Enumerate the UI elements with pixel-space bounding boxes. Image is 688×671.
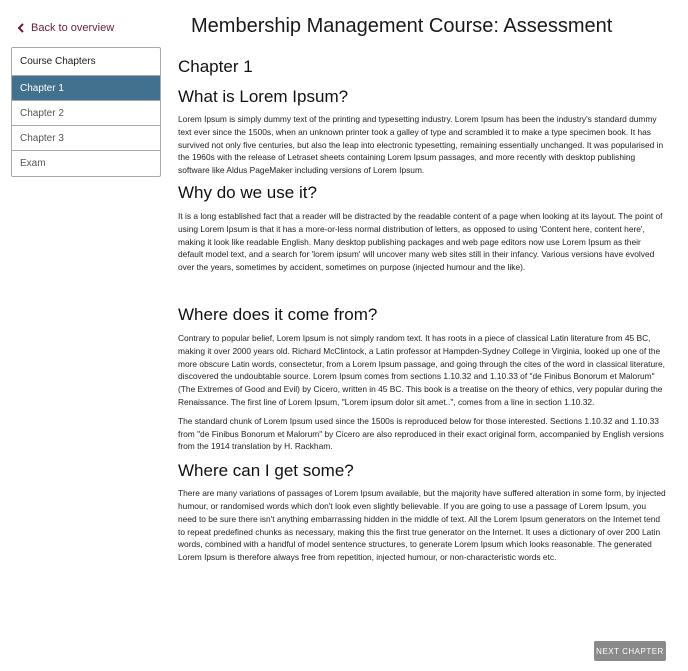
section-paragraph-what: Lorem Ipsum is simply dummy text of the printing and typesetting industry. Lorem Ipsum has been the industry's standard dummy text ever since the 1500s, when an unknown printer took a galley of type and scrambled it to make a type specimen book. It has survived not only five centuries, but also the leap into electronic typesetting, remaining essentially unchanged. It was popularised in the 1960s with the release of Letraset sheets containing Lorem Ipsum passages, and more recently with desktop publishing software like Aldus PageMaker including versions of Lorem Ipsum. (178, 114, 664, 176)
section-paragraph-why: It is a long established fact that a reader will be distracted by the readable content of a page when looking at its layout. The point of using Lorem Ipsum is that it has a more-or-less normal distribution of letters, as opposed to using 'Content here, content here', making it look like readable English. Many desktop publishing packages and web page editors now use Lorem Ipsum as their default model text, and a search for 'lorem ipsum' will uncover many web sites still in their infancy. Various versions have evolved over the years, sometimes by accident, sometimes on purpose (injected humour and the like). (178, 210, 663, 273)
sidebar-item-chapter-1[interactable]: Chapter 1 (12, 76, 160, 101)
back-to-overview-link[interactable] (17, 22, 114, 34)
course-chapters-heading: Course Chapters (12, 48, 160, 76)
section-paragraph-where-2: The standard chunk of Lorem Ipsum used since the 1500s is reproduced below for those interested. Sections 1.10.32 and 1.10.33 from "de Finibus Bonorum et Malorum" by Cicero are also reproduced in their exact original form, accompanied by English versions from the 1914 translation by H. Rackham. (178, 415, 664, 452)
section-paragraph-get: There are many variations of passages of Lorem Ipsum available, but the majority have suffered alteration in some form, by injected humour, or randomised words which don't look even slightly believable. If you are going to use a passage of Lorem Ipsum, you need to be sure there isn't anything embarrassing hidden in the middle of text. All the Lorem Ipsum generators on the Internet tend to repeat predefined chunks as necessary, making this the first true generator on the Internet. It uses a dictionary of over 200 Latin words, combined with a handful of model sentence structures, to generate Lorem Ipsum which looks reasonable. The generated Lorem Ipsum is therefore always free from repetition, injected humour, or non-characteristic words etc. (178, 488, 666, 563)
section-heading-where: Where does it come from? (178, 304, 378, 324)
section-heading-why: Why do we use it? (178, 182, 317, 202)
sidebar-item-chapter-2[interactable]: Chapter 2 (12, 101, 160, 126)
section-paragraph-where-1: Contrary to popular belief, Lorem Ipsum is not simply random text. It has roots in a piece of classical Latin literature from 45 BC, making it over 2000 years old. Richard McClintock, a Latin professor at Hampden-Sydney College in Virginia, looked up one of the more obscure Latin words, consectetur, from a Lorem Ipsum passage, and going through the cites of the word in classical literature, discovered the undoubtable source. Lorem Ipsum comes from sections 1.10.32 and 1.10.33 of "de Finibus Bonorum et Malorum" (The Extremes of Good and Evil) by Cicero, written in 45 BC. This book is a treatise on the theory of ethics, very popular during the Renaissance. The first line of Lorem Ipsum, "Lorem ipsum dolor sit amet..", comes from a line in section 1.10.32. (178, 332, 665, 407)
next-chapter-button[interactable]: NEXT CHAPTER (594, 641, 666, 661)
chapter-title: Chapter 1 (178, 57, 253, 76)
sidebar-item-chapter-3[interactable]: Chapter 3 (12, 126, 160, 151)
chapter-content (178, 56, 666, 564)
sidebar-item-exam[interactable]: Exam (20, 158, 46, 169)
page-title: Membership Management Course: Assessment (191, 15, 613, 37)
chevron-left-icon (17, 23, 25, 33)
section-heading-what: What is Lorem Ipsum? (178, 87, 349, 106)
course-chapters-panel (11, 47, 161, 177)
back-link-label: Back to overview (31, 22, 115, 34)
section-heading-get: Where can I get some? (178, 461, 354, 481)
